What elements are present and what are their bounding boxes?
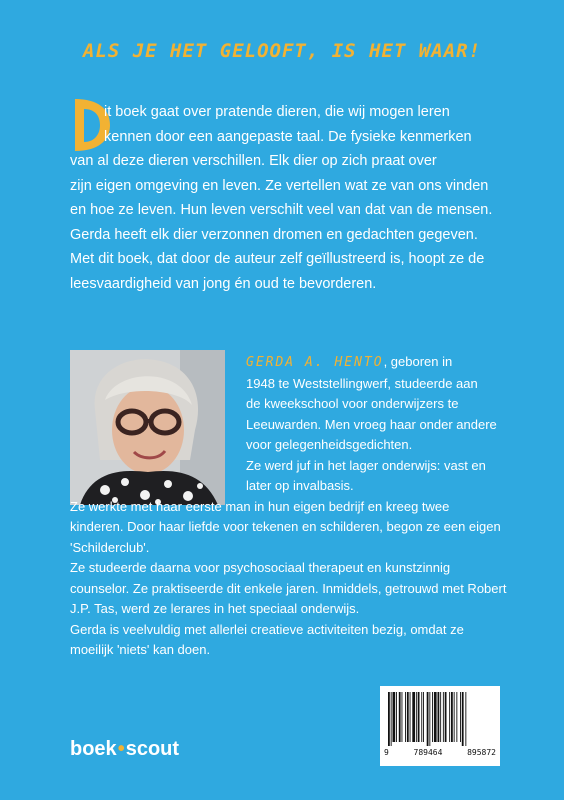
bio-line: moeilijk 'niets' kan doen. (70, 642, 211, 657)
barcode-bar (402, 692, 403, 742)
logo-part-1: boek (70, 738, 117, 760)
barcode-bar (440, 692, 441, 742)
barcode-digits-left: 789464 (413, 748, 443, 757)
barcode-bar (412, 692, 415, 742)
intro-line: zijn eigen omgeving en leven. Ze vertellen wat ze van ons vinden (70, 177, 489, 194)
barcode-bar (443, 692, 444, 742)
barcode-bar (451, 692, 453, 742)
publisher-logo (70, 738, 179, 761)
barcode-bar (438, 692, 440, 742)
bio-line: Ze studeerde daarna voor psychosociaal therapeut en kunstzinnig (70, 560, 451, 575)
barcode-bar (432, 692, 433, 742)
barcode-bar (460, 692, 461, 742)
bio-name-suffix: , geboren in (383, 354, 453, 369)
cover-headline: ALS JE HET GELOOFT, IS HET WAAR! (82, 40, 482, 62)
barcode-bars (386, 692, 494, 748)
logo-part-2: scout (125, 738, 180, 760)
intro-line: van al deze dieren verschillen. Elk dier op zich praat over (70, 153, 437, 169)
author-name: GERDA A. HENTO (246, 355, 384, 370)
barcode-digits (384, 748, 496, 757)
barcode-bar (405, 692, 406, 742)
barcode-bar (445, 692, 447, 742)
intro-line: it boek gaat over pratende dieren, die wij mogen leren (104, 104, 450, 120)
intro-text (70, 100, 500, 296)
bio-line: Ze werd juf in het lager onderwijs: vast en (246, 457, 486, 473)
barcode-bar (421, 692, 422, 742)
bio-line: J.P. Tas, werd ze lerares in het speciaal onderwijs. (70, 601, 360, 616)
barcode-digits-right: 895872 (467, 748, 496, 757)
bio-line: voor gelegenheidsgedichten. (246, 437, 413, 452)
barcode-bar (429, 692, 430, 746)
bio-line: 1948 te Weststellingwerf, studeerde aan (246, 375, 478, 391)
bio-line: kinderen. Door haar liefde voor tekenen en schilderen, begon ze een eigen (70, 519, 501, 534)
barcode-bar (399, 692, 401, 742)
barcode-digit-first: 9 (384, 748, 389, 757)
bio-line: de kweekschool voor onderwijzers te (246, 396, 459, 411)
barcode-bar (418, 692, 420, 742)
barcode-bar (434, 692, 437, 742)
intro-line: Met dit boek, dat door de auteur zelf geïllustreerd is, hoopt ze de (70, 251, 485, 267)
barcode-bar (396, 692, 397, 742)
intro-line: kennen door een aangepaste taal. De fysieke kenmerken (104, 128, 472, 145)
isbn-barcode (380, 686, 500, 766)
barcode-bar (410, 692, 411, 742)
barcode-bar (391, 692, 392, 746)
bio-line: counselor. Ze praktiseerde dit enkele jaren. Inmiddels, getrouwd met Robert (70, 580, 507, 596)
barcode-bar (423, 692, 424, 742)
barcode-bar (388, 692, 390, 746)
barcode-bar (427, 692, 429, 746)
intro-line: leesvaardigheid van jong én oud te bevorderen. (70, 275, 377, 292)
bio-line: Leeuwarden. Men vroeg haar onder andere (246, 416, 497, 432)
intro-line: Gerda heeft elk dier verzonnen dromen en gedachten gegeven. (70, 226, 478, 243)
barcode-bar (449, 692, 450, 742)
bio-line: Gerda is veelvuldig met allerlei creatieve activiteiten bezig, omdat ze (70, 621, 464, 637)
author-bio (70, 352, 507, 661)
bio-line: Ze werkte met haar eerste man in hun eigen bedrijf en kreeg twee (70, 498, 450, 514)
barcode-bar (465, 692, 466, 746)
barcode-bar (407, 692, 409, 742)
logo-separator: • (117, 738, 125, 760)
barcode-bar (462, 692, 464, 746)
bio-line: later op invalbasis. (246, 478, 354, 493)
bio-line (70, 352, 500, 374)
intro-line: en hoe ze leven. Hun leven verschilt veel van dat van de mensen. (70, 202, 493, 218)
bio-line: 'Schilderclub'. (70, 539, 150, 555)
barcode-bar (456, 692, 457, 742)
barcode-bar (454, 692, 455, 742)
barcode-bar (393, 692, 396, 742)
barcode-bar (416, 692, 417, 742)
